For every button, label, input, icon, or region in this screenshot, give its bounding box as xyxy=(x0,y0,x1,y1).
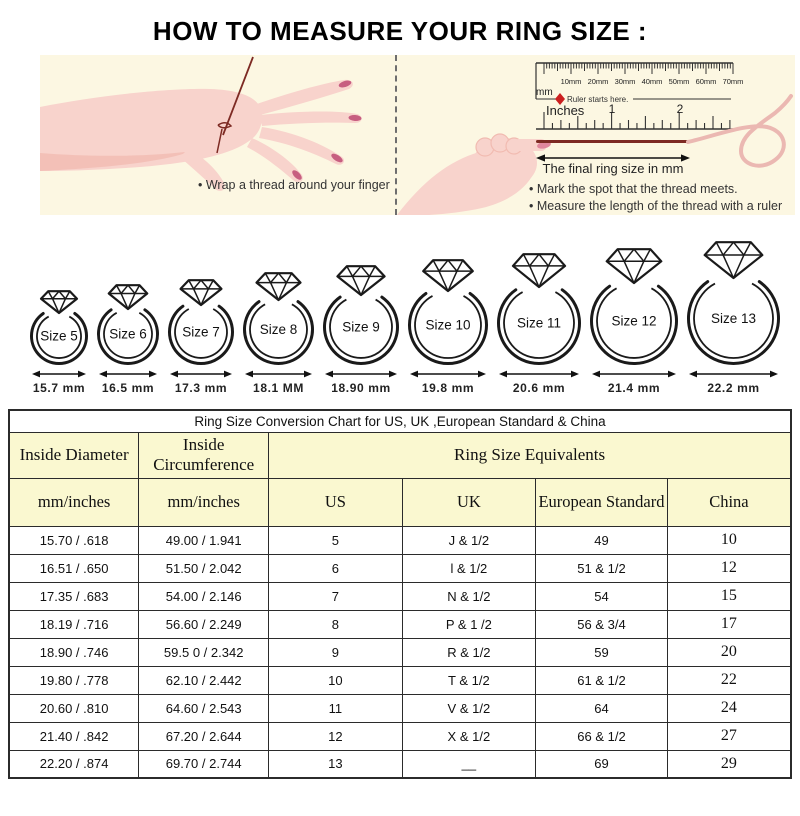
ring-size-diagrams xyxy=(26,235,784,395)
table-cell: 15.70 / .618 xyxy=(9,526,139,554)
ring-icon xyxy=(404,259,492,368)
table-cell: 49.00 / 1.941 xyxy=(139,526,269,554)
svg-text:Size 7: Size 7 xyxy=(182,324,220,340)
caption-measure xyxy=(529,181,782,215)
table-row xyxy=(9,722,791,750)
diameter-arrow-icon xyxy=(31,368,87,380)
mm-label: 20mm xyxy=(587,77,609,86)
inch-number: 1 xyxy=(608,102,616,116)
table-cell: 18.90 / .746 xyxy=(9,638,139,666)
mm-label: 30mm xyxy=(614,77,636,86)
table-cell: 67.20 / 2.644 xyxy=(139,722,269,750)
table-row xyxy=(9,554,791,582)
ring-icon xyxy=(26,290,92,368)
table-cell: 51 & 1/2 xyxy=(536,554,668,582)
ring-figure xyxy=(586,248,682,395)
page-title: HOW TO MEASURE YOUR RING SIZE : xyxy=(152,16,648,46)
ring-icon xyxy=(239,272,318,368)
subheader-us: US xyxy=(269,478,403,526)
thread-loop xyxy=(688,96,791,166)
mm-label: 70mm xyxy=(722,77,744,86)
ring-diameter-label: 22.2 mm xyxy=(707,381,760,395)
table-cell: 64.60 / 2.543 xyxy=(139,694,269,722)
table-cell: 5 xyxy=(269,526,403,554)
diameter-arrow-icon xyxy=(591,368,677,380)
svg-text:Size 6: Size 6 xyxy=(109,326,147,342)
caption-mark-spot: • Mark the spot that the thread meets. xyxy=(529,182,738,196)
table-cell: 12 xyxy=(667,554,791,582)
diameter-arrow-icon xyxy=(688,368,779,380)
header-inside-circumference: Inside Circumference xyxy=(139,432,269,478)
table-cell: 59 xyxy=(536,638,668,666)
mm-label: 60mm xyxy=(695,77,717,86)
table-cell: 10 xyxy=(269,666,403,694)
table-row xyxy=(9,638,791,666)
table-row xyxy=(9,526,791,554)
diameter-arrow-icon xyxy=(409,368,487,380)
inch-number: 2 xyxy=(676,102,684,116)
table-cell: 59.5 0 / 2.342 xyxy=(139,638,269,666)
table-row xyxy=(9,610,791,638)
ring-figure xyxy=(239,272,318,395)
mm-label: 10mm xyxy=(560,77,582,86)
table-cell: 13 xyxy=(269,750,403,778)
inches-unit-label: Inches xyxy=(546,103,585,118)
ring-icon xyxy=(93,284,163,368)
table-cell: 18.19 / .716 xyxy=(9,610,139,638)
table-cell: T & 1/2 xyxy=(402,666,536,694)
svg-text:Size 12: Size 12 xyxy=(611,313,657,329)
ring-diameter-label: 18.1 MM xyxy=(253,381,304,395)
table-cell: 12 xyxy=(269,722,403,750)
table-cell: 16.51 / .650 xyxy=(9,554,139,582)
subheader-mm-inches-circumference: mm/inches xyxy=(139,478,269,526)
table-cell: 51.50 / 2.042 xyxy=(139,554,269,582)
table-cell: 56.60 / 2.249 xyxy=(139,610,269,638)
svg-text:Size 5: Size 5 xyxy=(40,328,78,344)
ring-icon xyxy=(683,241,784,368)
table-row xyxy=(9,582,791,610)
table-cell: 20.60 / .810 xyxy=(9,694,139,722)
table-cell: 19.80 / .778 xyxy=(9,666,139,694)
table-cell: 11 xyxy=(269,694,403,722)
ring-figure xyxy=(26,290,92,395)
svg-text:Size 11: Size 11 xyxy=(516,315,562,331)
table-cell: 22 xyxy=(667,666,791,694)
ring-figure xyxy=(319,265,403,395)
subheader-european-standard: European Standard xyxy=(536,478,668,526)
caption-wrap-thread: • Wrap a thread around your finger xyxy=(198,178,390,192)
table-cell: 22.20 / .874 xyxy=(9,750,139,778)
table-cell: V & 1/2 xyxy=(402,694,536,722)
table-cell: 62.10 / 2.442 xyxy=(139,666,269,694)
svg-text:Size 9: Size 9 xyxy=(342,319,380,335)
ring-figure xyxy=(683,241,784,395)
table-cell: N & 1/2 xyxy=(402,582,536,610)
table-cell: P & 1 /2 xyxy=(402,610,536,638)
table-cell: 20 xyxy=(667,638,791,666)
table-cell: __ xyxy=(402,750,536,778)
header-inside-diameter: Inside Diameter xyxy=(9,432,139,478)
ruler-start-note: Ruler starts here. xyxy=(567,95,629,104)
mm-label: 50mm xyxy=(668,77,690,86)
ring-figure xyxy=(164,279,238,395)
table-cell: J & 1/2 xyxy=(402,526,536,554)
table-cell: 69.70 / 2.744 xyxy=(139,750,269,778)
table-cell: 49 xyxy=(536,526,668,554)
mm-label: 40mm xyxy=(641,77,663,86)
table-title: Ring Size Conversion Chart for US, UK ,European Standard & China xyxy=(9,410,791,432)
table-cell: 69 xyxy=(536,750,668,778)
table-row xyxy=(9,750,791,778)
table-cell: R & 1/2 xyxy=(402,638,536,666)
mm-unit-label: mm xyxy=(536,87,553,98)
ring-diameter-label: 17.3 mm xyxy=(174,381,228,395)
table-cell: l & 1/2 xyxy=(402,554,536,582)
diameter-arrow-icon xyxy=(324,368,398,380)
ring-size-conversion-table xyxy=(8,409,792,779)
ring-figure xyxy=(493,253,585,395)
header-ring-size-equivalents: Ring Size Equivalents xyxy=(269,432,791,478)
ring-figure xyxy=(404,259,492,395)
ring-icon xyxy=(319,265,403,368)
table-cell: 64 xyxy=(536,694,668,722)
table-cell: 17.35 / .683 xyxy=(9,582,139,610)
ring-icon xyxy=(164,279,238,368)
table-cell: 21.40 / .842 xyxy=(9,722,139,750)
table-cell: 10 xyxy=(667,526,791,554)
ring-icon xyxy=(586,248,682,368)
ring-diameter-label: 16.5 mm xyxy=(101,381,155,395)
ring-diameter-label: 15.7 mm xyxy=(32,381,86,395)
table-row xyxy=(9,666,791,694)
ring-diameter-label: 21.4 mm xyxy=(607,381,661,395)
table-cell: 24 xyxy=(667,694,791,722)
table-cell: 56 & 3/4 xyxy=(536,610,668,638)
subheader-china: China xyxy=(667,478,791,526)
table-cell: 8 xyxy=(269,610,403,638)
table-cell: 54.00 / 2.146 xyxy=(139,582,269,610)
ring-diameter-label: 20.6 mm xyxy=(512,381,566,395)
table-cell: 27 xyxy=(667,722,791,750)
ring-diameter-label: 19.8 mm xyxy=(421,381,475,395)
diameter-arrow-icon xyxy=(169,368,233,380)
ring-icon xyxy=(493,253,585,368)
instruction-panels xyxy=(40,55,795,215)
table-cell: 29 xyxy=(667,750,791,778)
table-cell: 7 xyxy=(269,582,403,610)
svg-text:Size 13: Size 13 xyxy=(710,311,757,326)
table-cell: 15 xyxy=(667,582,791,610)
table-cell: 61 & 1/2 xyxy=(536,666,668,694)
panel-measure-ruler xyxy=(395,55,795,215)
measured-thread xyxy=(536,140,688,143)
diameter-arrow-icon xyxy=(98,368,158,380)
table-cell: 66 & 1/2 xyxy=(536,722,668,750)
svg-text:Size 8: Size 8 xyxy=(259,322,298,337)
subheader-mm-inches-diameter: mm/inches xyxy=(9,478,139,526)
diameter-arrow-icon xyxy=(498,368,580,380)
ring-diameter-label: 18.90 mm xyxy=(331,381,391,395)
table-cell: 54 xyxy=(536,582,668,610)
diameter-arrow-icon xyxy=(244,368,313,380)
table-cell: 9 xyxy=(269,638,403,666)
svg-text:Size 10: Size 10 xyxy=(425,317,471,333)
table-cell: X & 1/2 xyxy=(402,722,536,750)
ring-size-arrow-label: The final ring size in mm xyxy=(542,161,684,176)
table-cell: 17 xyxy=(667,610,791,638)
ring-figure xyxy=(93,284,163,395)
caption-measure-length: • Measure the length of the thread with a ruler xyxy=(529,199,783,213)
panel-wrap-thread xyxy=(40,55,395,215)
table-cell: 6 xyxy=(269,554,403,582)
subheader-uk: UK xyxy=(402,478,536,526)
table-row xyxy=(9,694,791,722)
